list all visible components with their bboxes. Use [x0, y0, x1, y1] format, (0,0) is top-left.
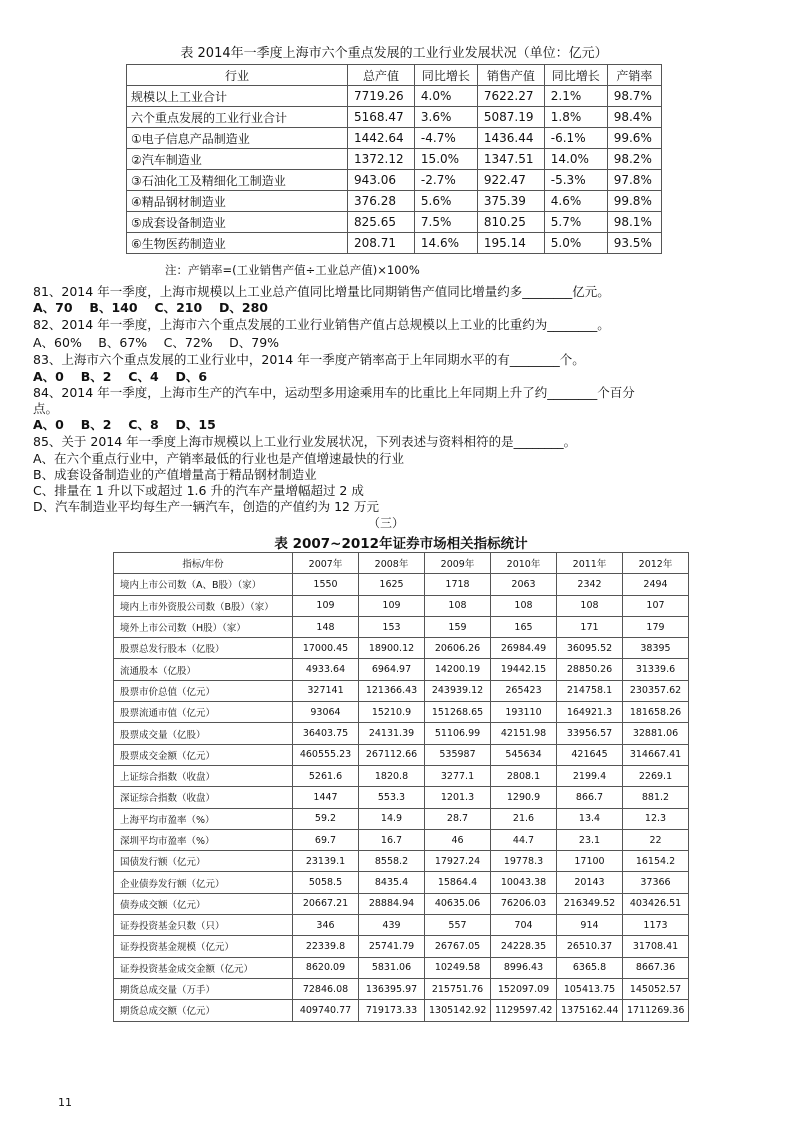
value-cell: 327141: [293, 680, 359, 701]
value-cell: 704: [491, 915, 557, 936]
value-cell: 346: [293, 915, 359, 936]
value-cell: -4.7%: [414, 128, 477, 149]
value-cell: 1129597.42: [491, 1000, 557, 1021]
header-cell: 产销率: [607, 65, 661, 86]
value-cell: 8667.36: [623, 957, 689, 978]
value-cell: 3.6%: [414, 107, 477, 128]
question-84-options: A、0 B、2 C、8 D、15: [33, 417, 216, 432]
page-number: 11: [58, 1096, 72, 1109]
header-cell: 指标/年份: [114, 553, 293, 574]
header-cell: 行业: [127, 65, 348, 86]
value-cell: 195.14: [477, 233, 544, 254]
value-cell: 1.8%: [544, 107, 607, 128]
table-row: [114, 723, 689, 744]
value-cell: 76206.03: [491, 893, 557, 914]
row-label: ②汽车制造业: [127, 149, 348, 170]
table-row: [127, 170, 662, 191]
value-cell: 5261.6: [293, 765, 359, 786]
value-cell: 109: [293, 595, 359, 616]
value-cell: 136395.97: [359, 978, 425, 999]
value-cell: 1290.9: [491, 787, 557, 808]
table-row: [114, 659, 689, 680]
value-cell: 2808.1: [491, 765, 557, 786]
value-cell: 153: [359, 616, 425, 637]
row-label: 企业债券发行额（亿元）: [114, 872, 293, 893]
value-cell: 421645: [557, 744, 623, 765]
table-row: [114, 872, 689, 893]
value-cell: 314667.41: [623, 744, 689, 765]
value-cell: 72846.08: [293, 978, 359, 999]
value-cell: 98.2%: [607, 149, 661, 170]
row-label: 股票市价总值（亿元）: [114, 680, 293, 701]
value-cell: 37366: [623, 872, 689, 893]
value-cell: 6964.97: [359, 659, 425, 680]
value-cell: 8558.2: [359, 851, 425, 872]
row-label: 上海平均市盈率（%）: [114, 808, 293, 829]
value-cell: 93.5%: [607, 233, 661, 254]
value-cell: 376.28: [348, 191, 415, 212]
value-cell: 159: [425, 616, 491, 637]
question-83: 83、上海市六个重点发展的工业行业中，2014 年一季度产销率高于上年同期水平的有________个。: [33, 352, 585, 367]
table-row: [114, 936, 689, 957]
table-row: [114, 595, 689, 616]
value-cell: 26984.49: [491, 638, 557, 659]
securities-table: [113, 552, 689, 1022]
row-label: 股票总发行股本（亿股）: [114, 638, 293, 659]
table-row: [114, 957, 689, 978]
value-cell: 8996.43: [491, 957, 557, 978]
value-cell: 267112.66: [359, 744, 425, 765]
value-cell: 1372.12: [348, 149, 415, 170]
value-cell: 719173.33: [359, 1000, 425, 1021]
value-cell: 36403.75: [293, 723, 359, 744]
value-cell: 17100: [557, 851, 623, 872]
header-cell: 2008年: [359, 553, 425, 574]
value-cell: 5087.19: [477, 107, 544, 128]
table-row: [114, 978, 689, 999]
value-cell: 2199.4: [557, 765, 623, 786]
value-cell: 866.7: [557, 787, 623, 808]
value-cell: 15210.9: [359, 702, 425, 723]
value-cell: 164921.3: [557, 702, 623, 723]
value-cell: 13.4: [557, 808, 623, 829]
value-cell: 403426.51: [623, 893, 689, 914]
value-cell: 59.2: [293, 808, 359, 829]
value-cell: 7.5%: [414, 212, 477, 233]
header-cell: 2007年: [293, 553, 359, 574]
table-row: [127, 149, 662, 170]
header-cell: 2011年: [557, 553, 623, 574]
value-cell: 5831.06: [359, 957, 425, 978]
value-cell: 31708.41: [623, 936, 689, 957]
value-cell: 216349.52: [557, 893, 623, 914]
value-cell: 7719.26: [348, 86, 415, 107]
row-label: 证券投资基金只数（只）: [114, 915, 293, 936]
value-cell: 4.0%: [414, 86, 477, 107]
value-cell: 145052.57: [623, 978, 689, 999]
value-cell: 46: [425, 829, 491, 850]
value-cell: 32881.06: [623, 723, 689, 744]
value-cell: 17927.24: [425, 851, 491, 872]
value-cell: 193110: [491, 702, 557, 723]
row-label: 上证综合指数（收盘）: [114, 765, 293, 786]
row-label: 国债发行额（亿元）: [114, 851, 293, 872]
value-cell: 108: [557, 595, 623, 616]
question-85-option-a: A、在六个重点行业中，产销率最低的行业也是产值增速最快的行业: [33, 451, 405, 466]
value-cell: 19442.15: [491, 659, 557, 680]
value-cell: 16154.2: [623, 851, 689, 872]
section-label: （三）: [368, 516, 405, 530]
value-cell: 15.0%: [414, 149, 477, 170]
value-cell: 181658.26: [623, 702, 689, 723]
value-cell: 105413.75: [557, 978, 623, 999]
value-cell: 2494: [623, 574, 689, 595]
row-label: 证券投资基金规模（亿元）: [114, 936, 293, 957]
row-label: ⑥生物医药制造业: [127, 233, 348, 254]
row-label: 六个重点发展的工业行业合计: [127, 107, 348, 128]
value-cell: 914: [557, 915, 623, 936]
value-cell: 42151.98: [491, 723, 557, 744]
value-cell: 5.7%: [544, 212, 607, 233]
table-row: [114, 915, 689, 936]
value-cell: 1718: [425, 574, 491, 595]
table-row: [114, 893, 689, 914]
value-cell: 98.7%: [607, 86, 661, 107]
value-cell: 28.7: [425, 808, 491, 829]
value-cell: 2342: [557, 574, 623, 595]
table-row: [127, 233, 662, 254]
value-cell: 7622.27: [477, 86, 544, 107]
value-cell: 4933.64: [293, 659, 359, 680]
value-cell: 19778.3: [491, 851, 557, 872]
row-label: 深证综合指数（收盘）: [114, 787, 293, 808]
value-cell: 3277.1: [425, 765, 491, 786]
question-82-options: A、60% B、67% C、72% D、79%: [33, 335, 280, 350]
value-cell: 14.9: [359, 808, 425, 829]
row-label: 证券投资基金成交金额（亿元）: [114, 957, 293, 978]
value-cell: 1173: [623, 915, 689, 936]
value-cell: 1347.51: [477, 149, 544, 170]
value-cell: 1820.8: [359, 765, 425, 786]
header-cell: 销售产值: [477, 65, 544, 86]
table-row: [114, 616, 689, 637]
value-cell: 1550: [293, 574, 359, 595]
value-cell: 21.6: [491, 808, 557, 829]
table1-note: 注：产销率=(工业销售产值÷工业总产值)×100%: [165, 263, 420, 277]
value-cell: 265423: [491, 680, 557, 701]
value-cell: 1442.64: [348, 128, 415, 149]
question-85-option-b: B、成套设备制造业的产值增量高于精品钢材制造业: [33, 467, 317, 482]
value-cell: 8620.09: [293, 957, 359, 978]
value-cell: 18900.12: [359, 638, 425, 659]
value-cell: 208.71: [348, 233, 415, 254]
question-81: 81、2014 年一季度，上海市规模以上工业总产值同比增量比同期销售产值同比增量约多________亿元。: [33, 284, 610, 299]
question-85-option-d: D、汽车制造业平均每生产一辆汽车，创造的产值约为 12 万元: [33, 499, 379, 514]
value-cell: 33956.57: [557, 723, 623, 744]
value-cell: 1711269.36: [623, 1000, 689, 1021]
value-cell: 243939.12: [425, 680, 491, 701]
value-cell: 1305142.92: [425, 1000, 491, 1021]
value-cell: 23139.1: [293, 851, 359, 872]
value-cell: 1447: [293, 787, 359, 808]
header-row: [127, 65, 662, 86]
value-cell: 152097.09: [491, 978, 557, 999]
row-label: 股票流通市值（亿元）: [114, 702, 293, 723]
value-cell: 93064: [293, 702, 359, 723]
value-cell: 14.0%: [544, 149, 607, 170]
row-label: 股票成交量（亿股）: [114, 723, 293, 744]
question-82: 82、2014 年一季度，上海市六个重点发展的工业行业销售产值占总规模以上工业的比重约为________。: [33, 317, 610, 332]
table-row: [114, 829, 689, 850]
value-cell: 99.6%: [607, 128, 661, 149]
table-row: [127, 212, 662, 233]
table-row: [114, 787, 689, 808]
header-cell: 总产值: [348, 65, 415, 86]
header-cell: 2010年: [491, 553, 557, 574]
table-row: [114, 851, 689, 872]
industry-table: [126, 64, 662, 254]
table-row: [114, 1000, 689, 1021]
row-label: 债券成交额（亿元）: [114, 893, 293, 914]
header-cell: 2009年: [425, 553, 491, 574]
row-label: 股票成交金额（亿元）: [114, 744, 293, 765]
value-cell: 98.4%: [607, 107, 661, 128]
question-81-options: A、70 B、140 C、210 D、280: [33, 300, 268, 315]
value-cell: 51106.99: [425, 723, 491, 744]
value-cell: 40635.06: [425, 893, 491, 914]
value-cell: 825.65: [348, 212, 415, 233]
value-cell: 8435.4: [359, 872, 425, 893]
table-row: [114, 680, 689, 701]
value-cell: 375.39: [477, 191, 544, 212]
value-cell: 69.7: [293, 829, 359, 850]
table2-caption: 表 2007~2012年证券市场相关指标统计: [274, 536, 528, 552]
value-cell: -6.1%: [544, 128, 607, 149]
question-84-continued: 点。: [33, 401, 59, 416]
value-cell: 1201.3: [425, 787, 491, 808]
table-row: [114, 574, 689, 595]
value-cell: 26510.37: [557, 936, 623, 957]
value-cell: 44.7: [491, 829, 557, 850]
value-cell: 2269.1: [623, 765, 689, 786]
value-cell: 14.6%: [414, 233, 477, 254]
row-label: 深圳平均市盈率（%）: [114, 829, 293, 850]
value-cell: -5.3%: [544, 170, 607, 191]
table-row: [114, 765, 689, 786]
value-cell: 10043.38: [491, 872, 557, 893]
value-cell: 22339.8: [293, 936, 359, 957]
header-cell: 同比增长: [544, 65, 607, 86]
value-cell: 557: [425, 915, 491, 936]
value-cell: 5.6%: [414, 191, 477, 212]
value-cell: 214758.1: [557, 680, 623, 701]
row-label: 期货总成交额（亿元）: [114, 1000, 293, 1021]
value-cell: 38395: [623, 638, 689, 659]
value-cell: 99.8%: [607, 191, 661, 212]
row-label: ③石油化工及精细化工制造业: [127, 170, 348, 191]
value-cell: 179: [623, 616, 689, 637]
value-cell: 24228.35: [491, 936, 557, 957]
value-cell: 16.7: [359, 829, 425, 850]
value-cell: 25741.79: [359, 936, 425, 957]
table1-caption: 表 2014年一季度上海市六个重点发展的工业行业发展状况（单位：亿元）: [180, 46, 608, 61]
value-cell: 409740.77: [293, 1000, 359, 1021]
question-84: 84、2014 年一季度，上海市生产的汽车中，运动型多用途乘用车的比重比上年同期上升了约________个百分: [33, 385, 635, 400]
value-cell: 15864.4: [425, 872, 491, 893]
value-cell: 36095.52: [557, 638, 623, 659]
value-cell: 97.8%: [607, 170, 661, 191]
value-cell: 460555.23: [293, 744, 359, 765]
table-row: [127, 107, 662, 128]
question-85-option-c: C、排量在 1 升以下或超过 1.6 升的汽车产量增幅超过 2 成: [33, 483, 364, 498]
value-cell: 2.1%: [544, 86, 607, 107]
value-cell: 98.1%: [607, 212, 661, 233]
value-cell: 5.0%: [544, 233, 607, 254]
header-row: [114, 553, 689, 574]
value-cell: 109: [359, 595, 425, 616]
value-cell: 28850.26: [557, 659, 623, 680]
value-cell: 943.06: [348, 170, 415, 191]
question-83-options: A、0 B、2 C、4 D、6: [33, 369, 208, 384]
value-cell: 10249.58: [425, 957, 491, 978]
value-cell: 545634: [491, 744, 557, 765]
value-cell: 1625: [359, 574, 425, 595]
row-label: 期货总成交量（万手）: [114, 978, 293, 999]
row-label: ⑤成套设备制造业: [127, 212, 348, 233]
value-cell: 215751.76: [425, 978, 491, 999]
value-cell: 148: [293, 616, 359, 637]
value-cell: 553.3: [359, 787, 425, 808]
value-cell: 24131.39: [359, 723, 425, 744]
row-label: ①电子信息产品制造业: [127, 128, 348, 149]
value-cell: 2063: [491, 574, 557, 595]
value-cell: 17000.45: [293, 638, 359, 659]
value-cell: 171: [557, 616, 623, 637]
value-cell: 439: [359, 915, 425, 936]
value-cell: 1436.44: [477, 128, 544, 149]
value-cell: 165: [491, 616, 557, 637]
table-row: [114, 702, 689, 723]
value-cell: 4.6%: [544, 191, 607, 212]
table-row: [127, 128, 662, 149]
row-label: 境外上市公司数（H股）（家）: [114, 616, 293, 637]
value-cell: 922.47: [477, 170, 544, 191]
value-cell: 22: [623, 829, 689, 850]
header-cell: 2012年: [623, 553, 689, 574]
row-label: 流通股本（亿股）: [114, 659, 293, 680]
value-cell: 14200.19: [425, 659, 491, 680]
table-row: [114, 808, 689, 829]
value-cell: 230357.62: [623, 680, 689, 701]
value-cell: 12.3: [623, 808, 689, 829]
value-cell: 20606.26: [425, 638, 491, 659]
value-cell: 535987: [425, 744, 491, 765]
value-cell: 810.25: [477, 212, 544, 233]
table-row: [114, 744, 689, 765]
value-cell: 26767.05: [425, 936, 491, 957]
value-cell: 20667.21: [293, 893, 359, 914]
row-label: 境内上市外资股公司数（B股）（家）: [114, 595, 293, 616]
row-label: 规模以上工业合计: [127, 86, 348, 107]
value-cell: 5168.47: [348, 107, 415, 128]
table-row: [127, 191, 662, 212]
value-cell: 1375162.44: [557, 1000, 623, 1021]
value-cell: 121366.43: [359, 680, 425, 701]
row-label: ④精品钢材制造业: [127, 191, 348, 212]
value-cell: 20143: [557, 872, 623, 893]
value-cell: 108: [491, 595, 557, 616]
value-cell: 31339.6: [623, 659, 689, 680]
header-cell: 同比增长: [414, 65, 477, 86]
value-cell: -2.7%: [414, 170, 477, 191]
table-row: [114, 638, 689, 659]
value-cell: 107: [623, 595, 689, 616]
question-85: 85、关于 2014 年一季度上海市规模以上工业行业发展状况，下列表述与资料相符的是________。: [33, 434, 577, 449]
value-cell: 6365.8: [557, 957, 623, 978]
value-cell: 5058.5: [293, 872, 359, 893]
value-cell: 108: [425, 595, 491, 616]
value-cell: 28884.94: [359, 893, 425, 914]
table-row: [127, 86, 662, 107]
value-cell: 151268.65: [425, 702, 491, 723]
value-cell: 23.1: [557, 829, 623, 850]
value-cell: 881.2: [623, 787, 689, 808]
row-label: 境内上市公司数（A、B股）（家）: [114, 574, 293, 595]
